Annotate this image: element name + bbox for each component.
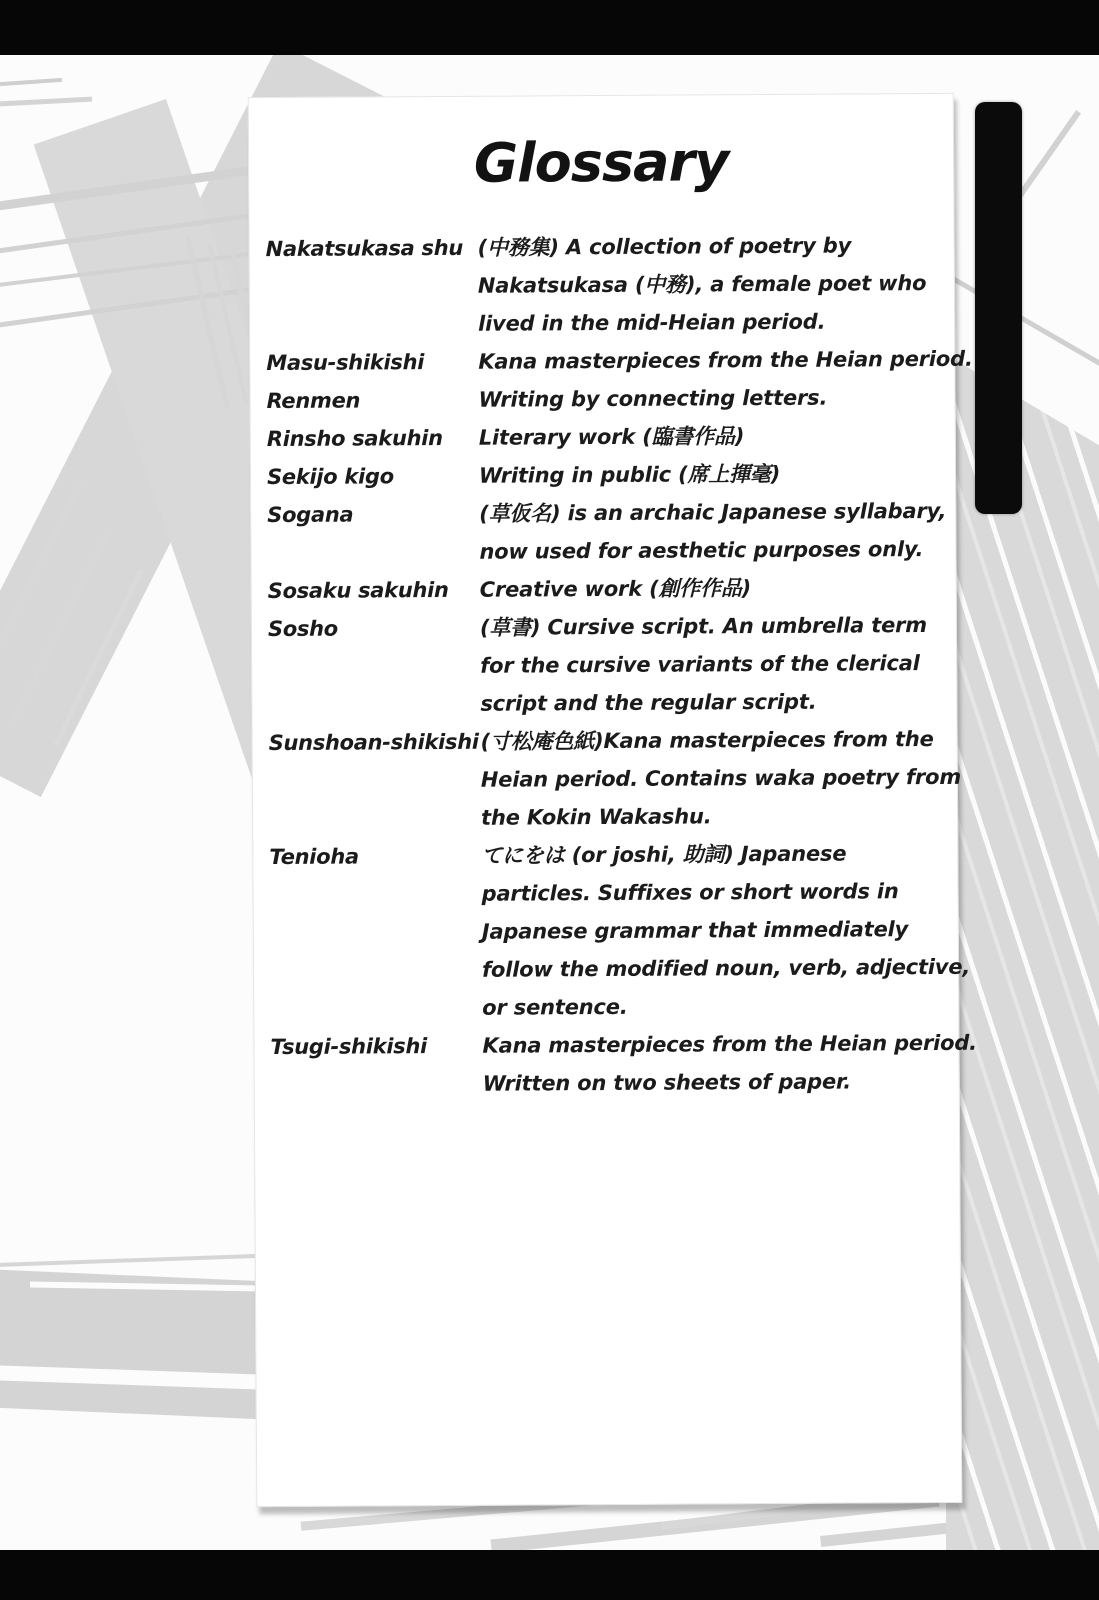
- bottom-black-bar: [0, 1550, 1099, 1600]
- glossary-term: Sekijo kigo: [266, 464, 394, 490]
- glossary-term: Tenioha: [269, 844, 359, 870]
- glossary-definition: てにをは (or joshi, 助詞) Japanese particles. Suffixes or short words in Japanese grammar that immediately follow the modified noun, verb, adjective, or sentence.: [481, 841, 971, 1020]
- glossary-definition: Literary work (臨書作品): [478, 424, 745, 450]
- glossary-term: Masu-shikishi: [266, 350, 425, 376]
- page-marker-bar: [975, 102, 1022, 514]
- glossary-term: Sosho: [267, 616, 338, 642]
- brush-streak-bottom-left-line: [0, 1253, 290, 1267]
- top-black-bar: [0, 0, 1099, 55]
- brush-streak-topleft-1: [0, 78, 62, 86]
- page-title: Glossary: [473, 130, 729, 195]
- glossary-definition: Writing in public (席上揮毫): [478, 461, 781, 488]
- glossary-term: Renmen: [266, 388, 361, 414]
- glossary-definition: (中務集) A collection of poetry by Nakatsukasa (中務), a female poet who lived in the mid-Heian period.: [477, 233, 927, 336]
- brush-streak-topleft-2: [0, 97, 92, 107]
- glossary-definition: (草仮名) is an archaic Japanese syllabary, now used for aesthetic purposes only.: [479, 498, 947, 564]
- glossary-term: Rinsho sakuhin: [266, 425, 443, 452]
- glossary-definition: Creative work (創作作品): [479, 576, 752, 602]
- glossary-definition: Kana masterpieces from the Heian period. Written on two sheets of paper.: [482, 1030, 977, 1096]
- glossary-term: Sogana: [267, 502, 354, 528]
- glossary-definition: (草書) Cursive script. An umbrella term for the cursive variants of the clerical script and the regular script.: [479, 613, 928, 716]
- glossary-term: Sosaku sakuhin: [267, 577, 449, 604]
- glossary-panel: [248, 93, 977, 1507]
- glossary-term: Sunshoan-shikishi: [268, 729, 479, 756]
- glossary-definition: (寸松庵色紙)Kana masterpieces from the Heian period. Contains waka poetry from the Kokin Wakashu.: [480, 726, 962, 830]
- glossary-term: Tsugi-shikishi: [270, 1034, 428, 1060]
- glossary-definition: Writing by connecting letters.: [478, 385, 828, 412]
- glossary-list: [250, 226, 977, 1104]
- glossary-definition: Kana masterpieces from the Heian period.: [478, 346, 973, 374]
- glossary-term: Nakatsukasa shu: [265, 235, 464, 262]
